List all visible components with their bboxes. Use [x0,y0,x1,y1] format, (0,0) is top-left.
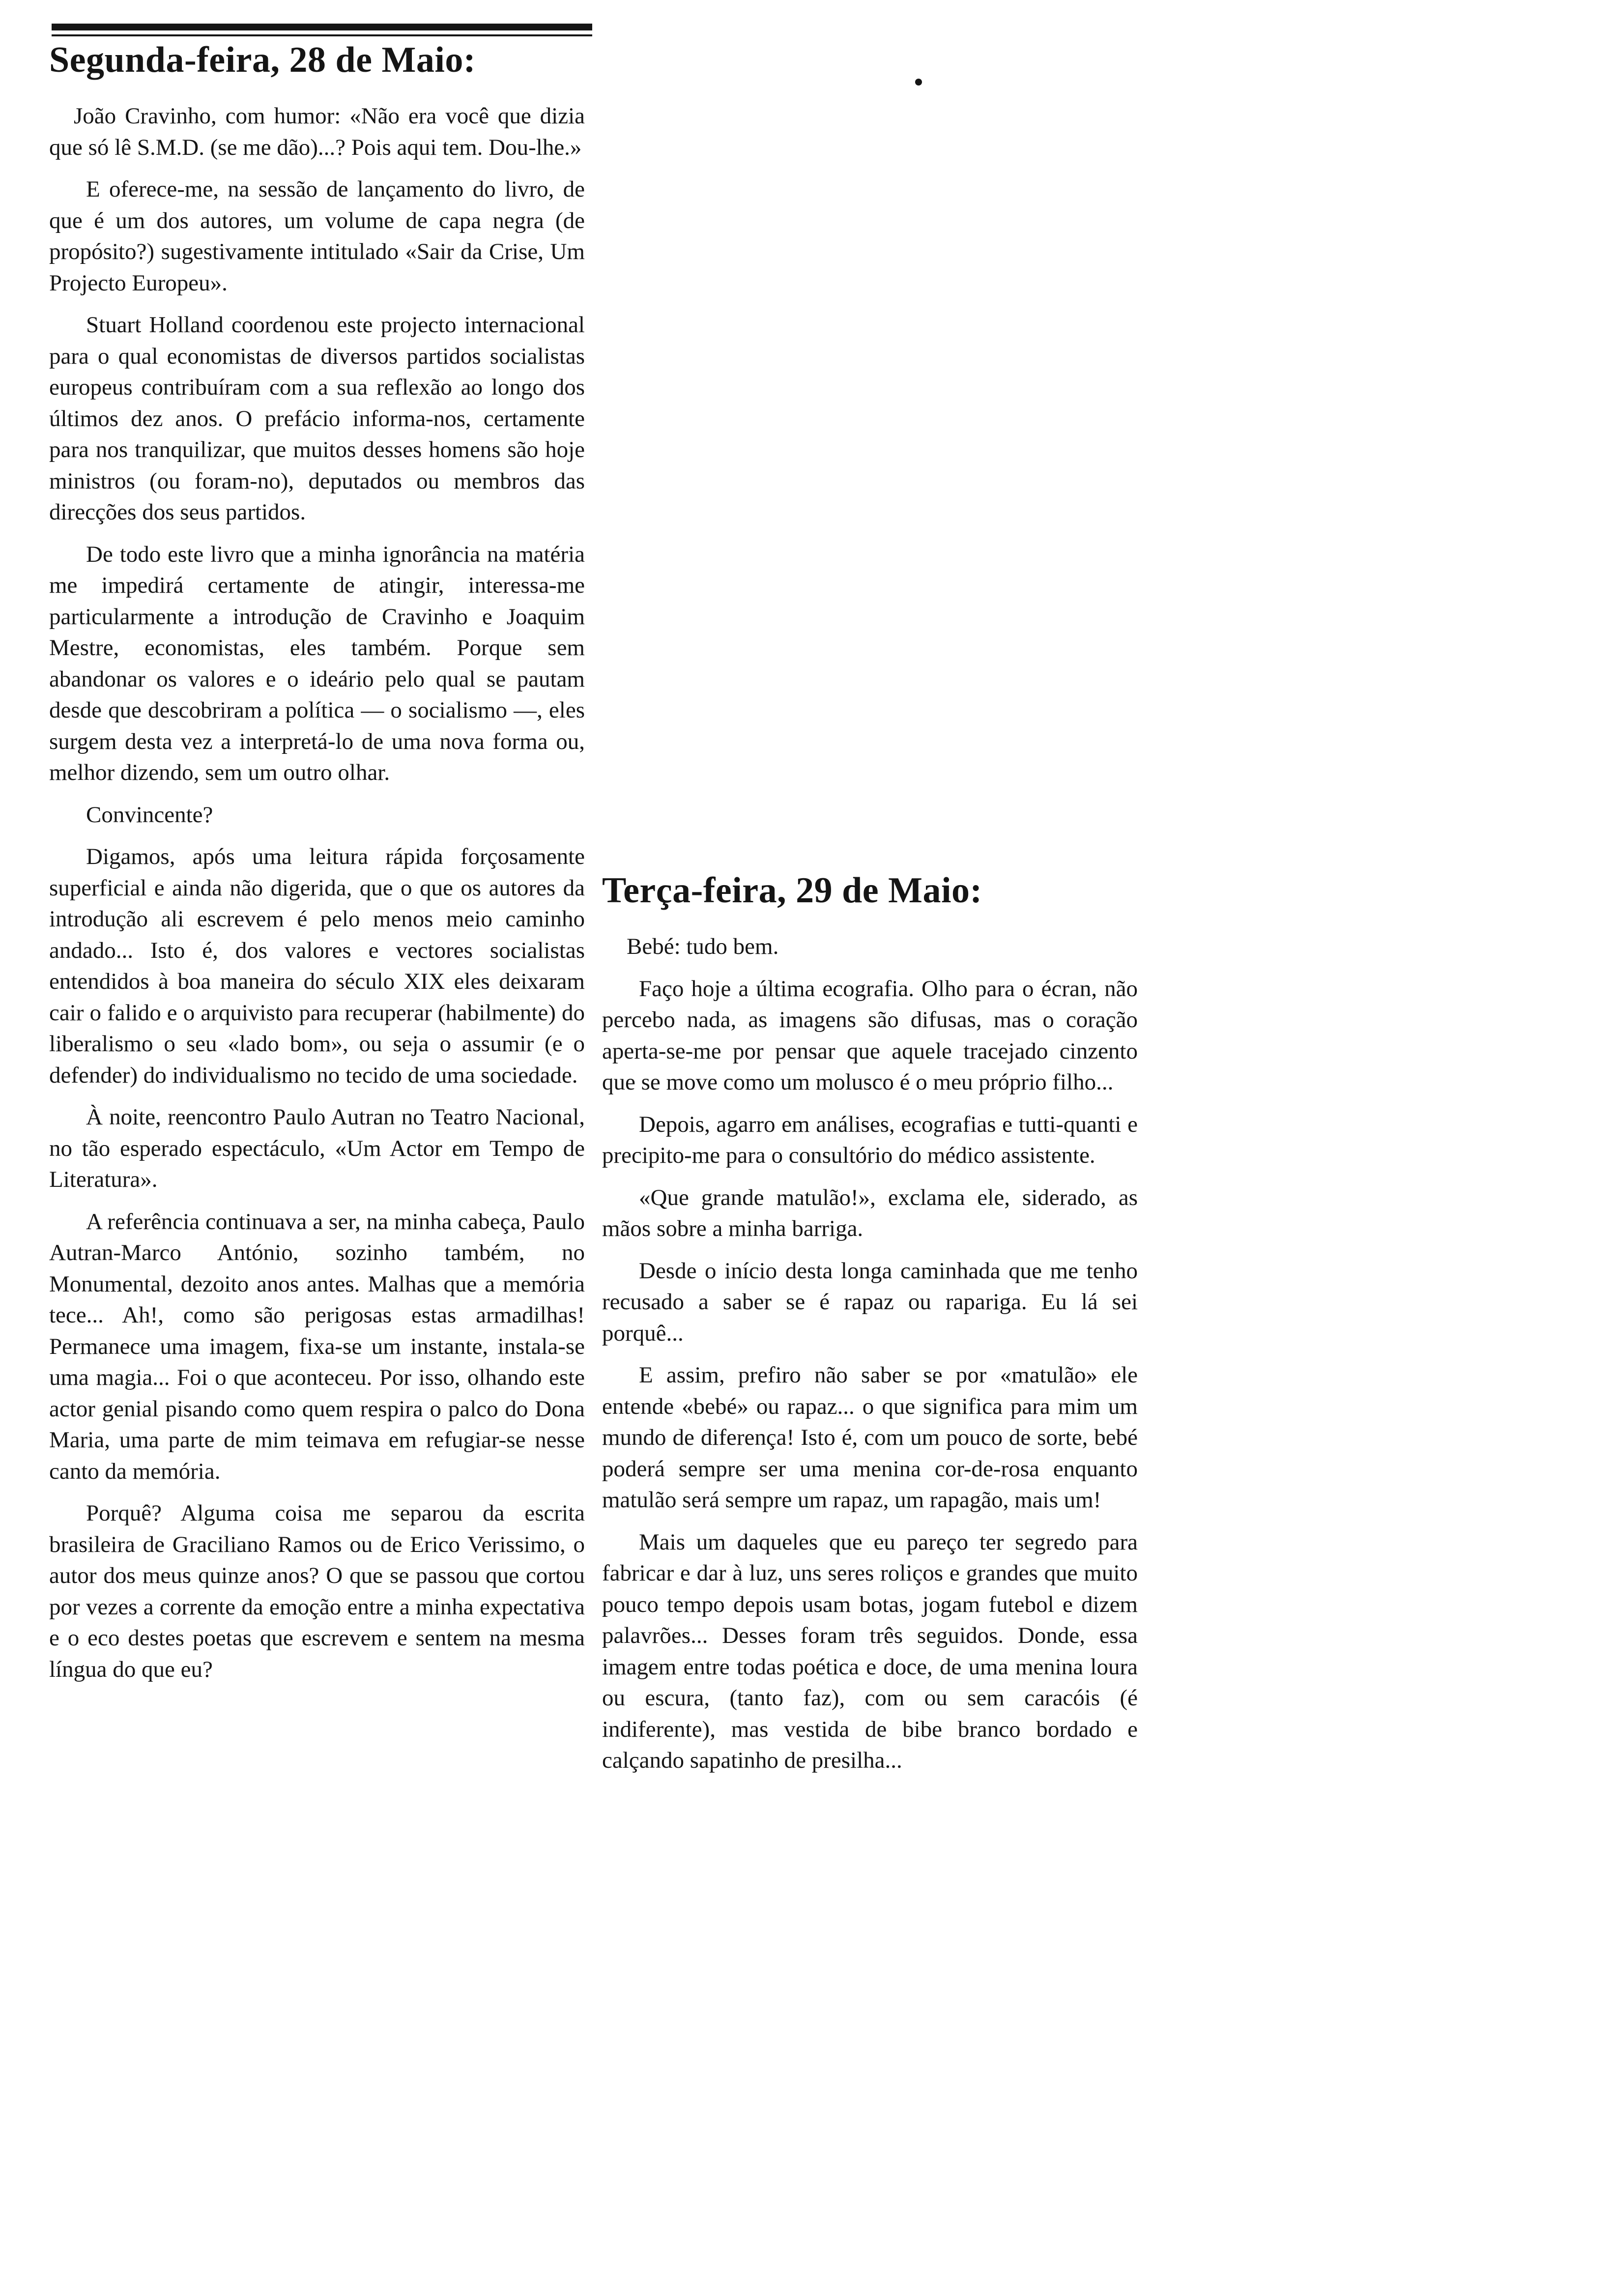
left-paragraph-8: A referência continuava a ser, na minha cabeça, Paulo Autran-Marco António, sozinho também, no Monumental, dezoito anos antes. Malhas que a memória tece... Ah!, como são perigosas estas armadilhas! Permanece uma imagem, fixa-se um instante, instala-se uma magia... Foi o que aconteceu. Por isso, olhando este actor genial pisando como quem respira o palco do Dona Maria, uma parte de mim teimava em refugiar-se nesse canto da memória. [49,1208,585,1484]
right-paragraph-7: Mais um daqueles que eu pareço ter segredo para fabricar e dar à luz, uns seres roliços e grandes que muito pouco tempo depois usam botas, jogam futebol e dizem palavrões... Desses foram três seguidos. Donde, essa imagem entre todas poética e doce, de uma menina loura ou escura, (tanto faz), com ou sem caracóis (é indiferente), mas vestida de bibe branco bordado e calçando sapatinho de presilha... [602,1529,1138,1774]
top-rule-thin [52,34,592,36]
left-paragraph-4: De todo este livro que a minha ignorância na matéria me impedirá certamente de atingir, interessa-me particularmente a introdução de Cravinho e Joaquim Mestre, economistas, eles também. Porque sem abandonar os valores e o ideário pelo qual se pautam desde que descobriram a política — o socialismo —, eles surgem desta vez a interpretá-lo de uma nova forma ou, melhor dizendo, sem um outro olhar. [49,541,585,786]
right-paragraph-4: «Que grande matulão!», exclama ele, siderado, as mãos sobre a minha barriga. [602,1184,1138,1242]
right-paragraph-5: Desde o início desta longa caminhada que me tenho recusado a saber se é rapaz ou rapariga. Eu lá sei porquê... [602,1258,1138,1346]
left-heading: Segunda-feira, 28 de Maio: [49,40,476,80]
top-rule [52,24,592,30]
left-column [49,39,585,1696]
right-column [602,870,1138,1787]
right-paragraph-6: E assim, prefiro não saber se por «matulão» ele entende «bebé» ou rapaz... o que significa para mim um mundo de diferença! Isto é, com um pouco de sorte, bebé poderá sempre ser uma menina cor-de-rosa enquanto matulão será sempre um rapaz, um rapagão, mais um! [602,1362,1138,1513]
right-paragraph-2: Faço hoje a última ecografia. Olho para o écran, não percebo nada, as imagens são difusas, mas o coração aperta-se-me por pensar que aquele tracejado cinzento que se move como um molusco é o meu próprio filho... [602,976,1138,1095]
left-paragraph-5: Convincente? [86,802,213,828]
right-heading: Terça-feira, 29 de Maio: [602,870,982,911]
speck-mark [915,79,922,86]
left-paragraph-6: Digamos, após uma leitura rápida forçosamente superficial e ainda não digerida, que o que os autores da introdução ali escrevem é pelo menos meio caminho andado... Isto é, dos valores e vectores socialistas entendidos à boa maneira do século XIX eles deixaram cair o falido e o arquivisto para recuperar (habilmente) do liberalismo o seu «lado bom», ou seja o assumir (e o defender) do individualismo no tecido de uma sociedade. [49,844,585,1088]
right-paragraph-3: Depois, agarro em análises, ecografias e tutti-quanti e precipito-me para o consultório do médico assistente. [602,1111,1138,1169]
left-paragraph-2: E oferece-me, na sessão de lançamento do livro, de que é um dos autores, um volume de capa negra (de propósito?) sugestivamente intitulado «Sair da Crise, Um Projecto Europeu». [49,176,585,296]
left-paragraph-1: João Cravinho, com humor: «Não era você que dizia que só lê S.M.D. (se me dão)...? Pois aqui tem. Dou-lhe.» [49,103,585,160]
left-paragraph-7: À noite, reencontro Paulo Autran no Teatro Nacional, no tão esperado espectáculo, «Um Actor em Tempo de Literatura». [49,1104,585,1193]
right-paragraph-1: Bebé: tudo bem. [627,934,779,960]
left-paragraph-3: Stuart Holland coordenou este projecto internacional para o qual economistas de diversos partidos socialistas europeus contribuíram com a sua reflexão ao longo dos últimos dez anos. O prefácio informa-nos, certamente para nos tranquilizar, que muitos desses homens são hoje ministros (ou foram-no), deputados ou membros das direcções dos seus partidos. [49,312,585,525]
left-paragraph-9: Porquê? Alguma coisa me separou da escrita brasileira de Graciliano Ramos ou de Erico Verissimo, o autor dos meus quinze anos? O que se passou que cortou por vezes a corrente da emoção entre a minha expectativa e o eco destes poetas que escrevem e sentem na mesma língua do que eu? [49,1500,585,1682]
